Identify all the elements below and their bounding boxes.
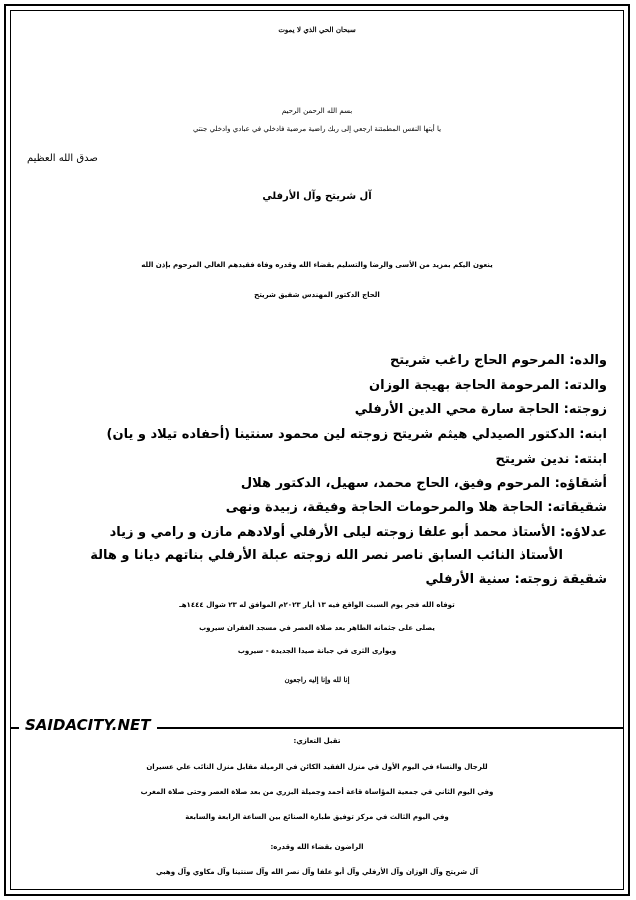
- condolences-title: تقبل التعازي:: [293, 737, 341, 745]
- raduon-families: آل شريتح وآل الوزان وآل الأرفلي وآل أبو علفا وآل نصر الله وآل سنتينا وآل مكاوي وآل وهبي: [155, 868, 479, 876]
- obituary-page: [4, 4, 630, 896]
- relative-line: ابنه: الدكتور الصيدلي هيثم شريتح زوجته لين محمود سنتينا (أحفاده تيلاد و يان): [106, 427, 607, 442]
- deceased-name: الحاج الدكتور المهندس شفيق شريتح: [254, 291, 380, 299]
- relative-line: والدته: المرحومة الحاجة بهيجة الوزان: [369, 378, 607, 393]
- families-title: آل شريتح وآل الأرفلي: [262, 191, 372, 202]
- condolences-line: للرجال والنساء في اليوم الأول في منزل الفقيد الكائن في الرميلة مقابل منزل النائب علي عسيران: [146, 763, 488, 771]
- relative-line: والده: المرحوم الحاج راغب شريتح: [389, 353, 607, 368]
- relative-line: زوجته: الحاجة سارة محي الدين الأرفلي: [354, 402, 607, 417]
- sadaq-text: صدق الله العظيم: [27, 153, 98, 164]
- condolences-line: وفي اليوم الثاني في جمعية المؤاساة قاعة أحمد وجميلة البزري من بعد صلاة العصر وحتى صلاة المغرب: [140, 788, 494, 796]
- inner-border: [10, 10, 624, 890]
- quran-verse: يا أيتها النفس المطمئنة ارجعي إلى ربك راضية مرضية فادخلي في عبادي وادخلي جنتي: [192, 125, 442, 133]
- relative-line: شقيقة زوجته: سنية الأرفلي: [425, 572, 607, 587]
- relative-line: عدلاؤه: الأستاذ محمد أبو علفا زوجته ليلى الأرفلي أولادهم مازن و رامي و زياد: [109, 525, 607, 540]
- raduon-title: الراضون بقضاء الله وقدره:: [270, 843, 364, 851]
- site-watermark: SAIDACITY.NET: [19, 716, 157, 734]
- death-date-line: توفاه الله فجر يوم السبت الواقع فيه ١٣ أيار ٢٠٢٣م الموافق له ٢٣ شوال ١٤٤٤هـ: [179, 601, 455, 609]
- burial-line: ويوارى الثرى في جبانة صيدا الجديدة - سيروب: [237, 647, 397, 655]
- inna-calligraphy: إنا لله وإنا إليه راجعون: [284, 675, 350, 684]
- relative-line: شقيقاته: الحاجة هلا والمرحومات الحاجة وفيقة، زبيدة ونهى: [225, 500, 607, 515]
- calligraphy-header: سبحان الحي الذي لا يموت: [278, 25, 356, 34]
- basmala: بسم الله الرحمن الرحيم: [281, 107, 353, 115]
- relative-line: أشقاؤه: المرحوم وفيق، الحاج محمد، سهيل، الدكتور هلال: [240, 476, 607, 491]
- intro-text: ينعون اليكم بمزيد من الأسى والرضا والتسليم بقضاء الله وقدره وفاة فقيدهم الغالي المرحوم بإذن الله: [141, 261, 493, 269]
- condolences-line: وفي اليوم الثالث في مركز توفيق طبارة الصنائع بين الساعة الرابعة والسابعة: [185, 813, 449, 821]
- relative-line: الأستاذ النائب السابق ناصر نصر الله زوجته عبلة الأرفلي بناتهم ديانا و هالة: [90, 548, 563, 563]
- prayer-line: يصلى على جثمانه الطاهر بعد صلاة العصر في مسجد الغفران سيروب: [199, 624, 435, 632]
- relative-line: ابنته: ندين شريتح: [495, 452, 607, 467]
